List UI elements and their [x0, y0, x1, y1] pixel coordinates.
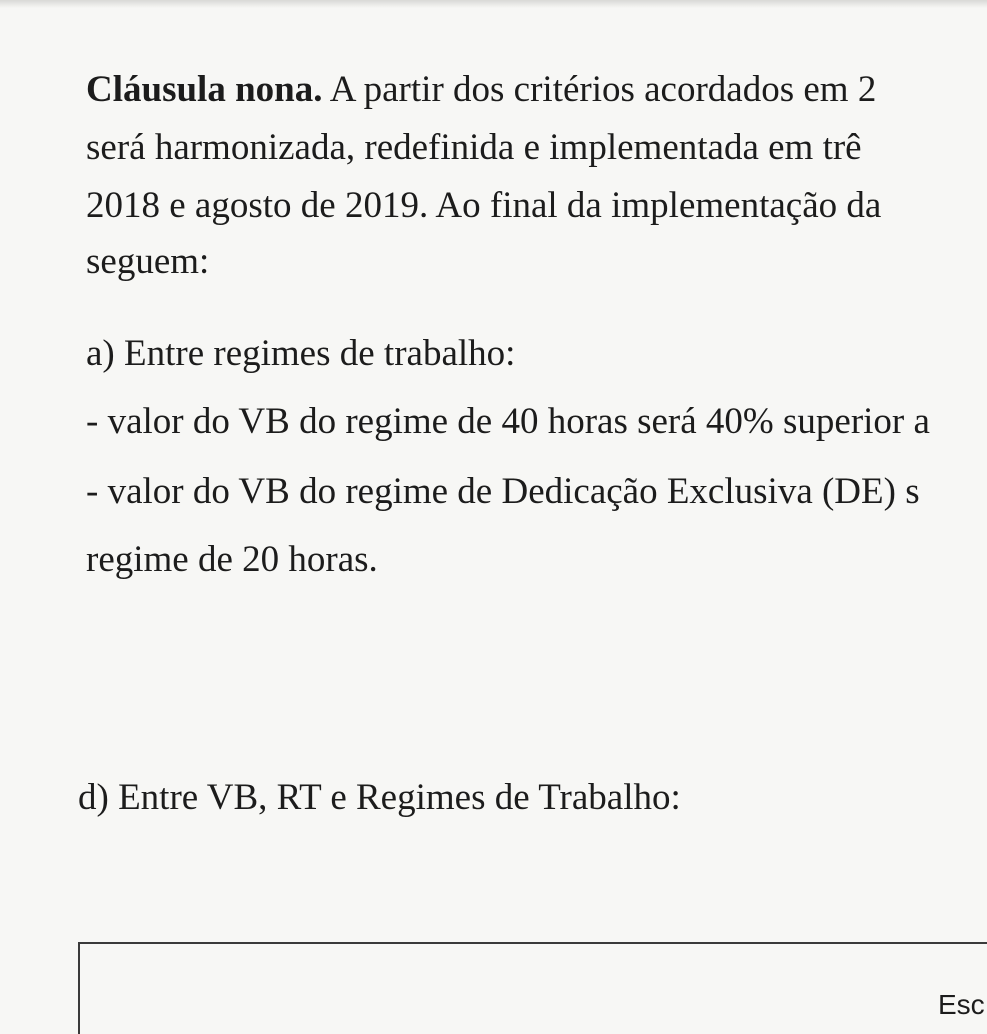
section-a-heading: a) Entre regimes de trabalho:: [86, 333, 516, 374]
clause-line-4: seguem:: [86, 241, 210, 282]
clause-line-3: 2018 e agosto de 2019. Ao final da implementação da: [86, 185, 882, 226]
clause-text-1: A partir dos critérios acordados em 2: [322, 69, 877, 110]
table-border: [78, 942, 987, 1034]
section-a-item-1: - valor do VB do regime de 40 horas será 40% superior a: [86, 401, 930, 442]
section-d-heading: d) Entre VB, RT e Regimes de Trabalho:: [78, 777, 681, 818]
section-a-item-2-continued: regime de 20 horas.: [86, 539, 378, 580]
clause-line-1: [86, 68, 987, 112]
clause-title: Cláusula nona.: [86, 69, 323, 110]
clause-line-2: será harmonizada, redefinida e implementada em trê: [86, 127, 862, 168]
section-a-item-2: - valor do VB do regime de Dedicação Exclusiva (DE) s: [86, 471, 920, 512]
page-top-edge: [0, 0, 987, 8]
table-header-cell: Esc: [938, 989, 985, 1020]
